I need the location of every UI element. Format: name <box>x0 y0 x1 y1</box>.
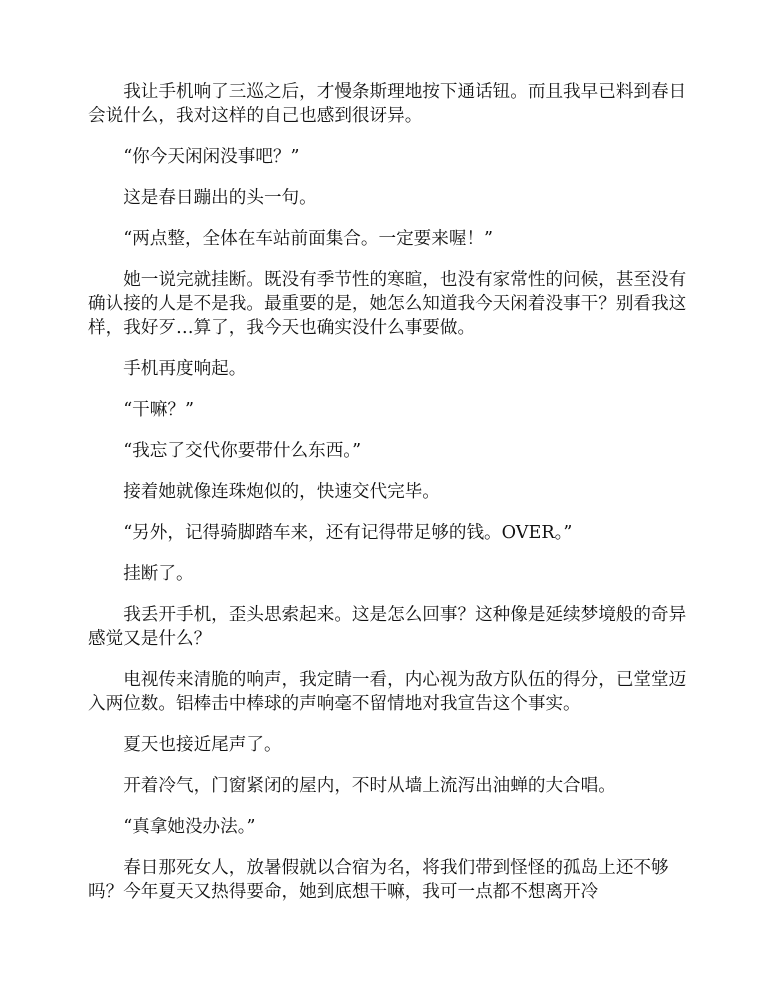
paragraph: 这是春日蹦出的头一句。 <box>123 188 317 208</box>
paragraph: “干嘛？” <box>123 400 194 420</box>
document-body <box>88 80 688 921</box>
paragraph: 夏天也接近尾声了。 <box>123 735 282 755</box>
paragraph: “两点整，全体在车站前面集合。一定要来喔！” <box>123 229 494 249</box>
paragraph: 接着她就像连珠炮似的，快速交代完毕。 <box>123 482 440 502</box>
paragraph: 春日那死女人，放暑假就以合宿为名，将我们带到怪怪的孤岛上还不够吗？今年夏天又热得要命，她到底想干嘛，我可一点都不想离开冷 <box>88 858 669 902</box>
paragraph: 她一说完就挂断。既没有季节性的寒暄，也没有家常性的问候，甚至没有确认接的人是不是我。最重要的是，她怎么知道我今天闲着没事干？别看我这样，我好歹…算了，我今天也确实没什么事要做。 <box>88 270 687 338</box>
paragraph: “真拿她没办法。” <box>123 817 256 837</box>
paragraph: 手机再度响起。 <box>123 359 247 379</box>
paragraph: “另外，记得骑脚踏车来，还有记得带足够的钱。OVER。” <box>123 523 573 543</box>
paragraph: 电视传来清脆的响声，我定睛一看，内心视为敌方队伍的得分，已堂堂迈入两位数。铝棒击中棒球的声响毫不留情地对我宣告这个事实。 <box>88 670 687 714</box>
paragraph: 我丢开手机，歪头思索起来。这是怎么回事？这种像是延续梦境般的奇异感觉又是什么？ <box>88 605 687 649</box>
paragraph: 挂断了。 <box>123 564 194 584</box>
paragraph: “我忘了交代你要带什么东西。” <box>123 441 362 461</box>
paragraph: 我让手机响了三巡之后，才慢条斯理地按下通话钮。而且我早已料到春日会说什么，我对这样的自己也感到很讶异。 <box>88 82 687 126</box>
paragraph: “你今天闲闲没事吧？” <box>123 147 300 167</box>
paragraph: 开着冷气，门窗紧闭的屋内，不时从墙上流泻出油蝉的大合唱。 <box>123 776 616 796</box>
